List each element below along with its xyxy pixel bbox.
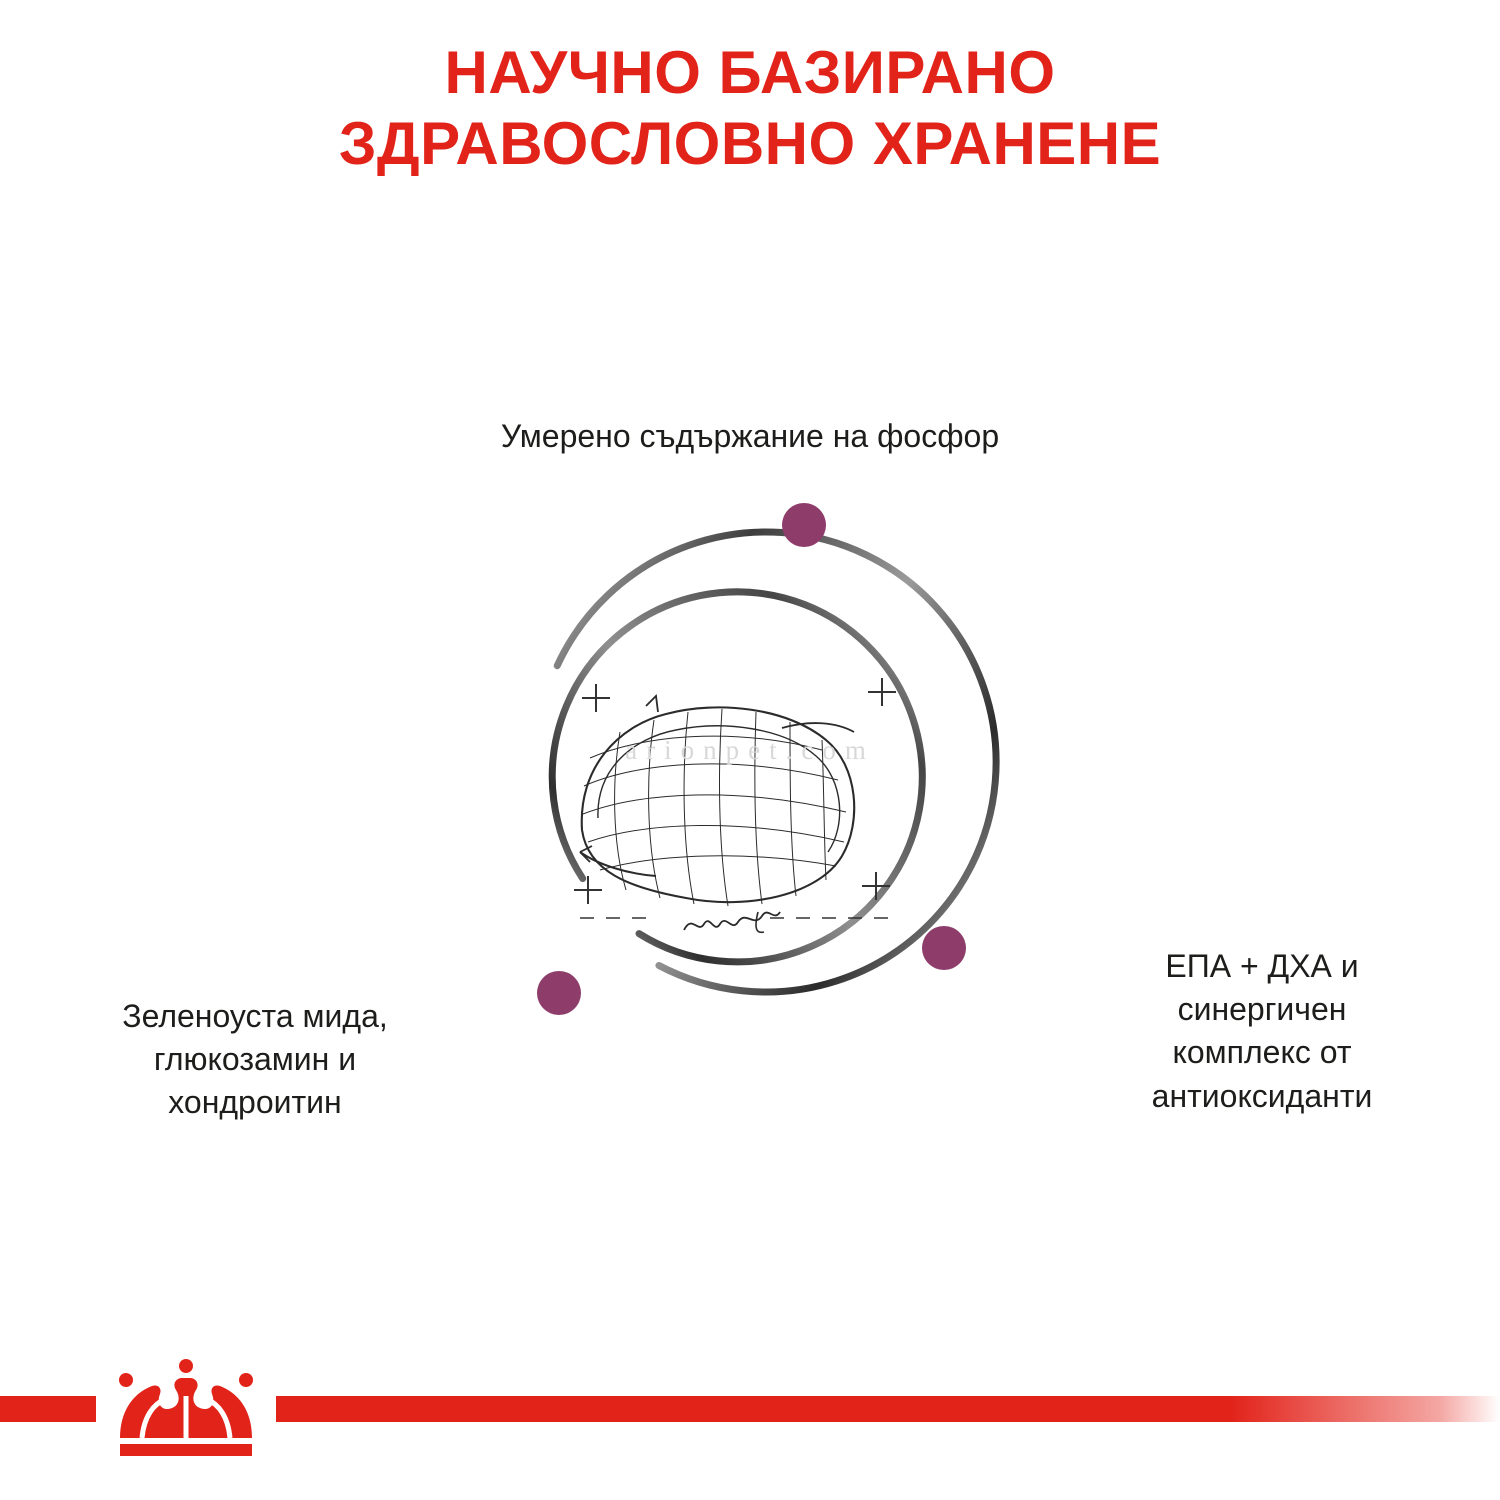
callout-label-right-line-3: комплекс от [1172,1034,1352,1071]
callout-label-left-line-3: хондроитин [168,1084,342,1121]
callout-dot-bottom-left [537,971,581,1015]
callout-dot-top [782,503,826,547]
callout-label-right-line-4: антиоксиданти [1151,1077,1373,1114]
callout-label-left-line-1: Зеленоуста мида, [122,998,388,1034]
page-title [0,38,1500,180]
circular-diagram-graphic [470,500,1030,1060]
inner-ring-arc [540,579,935,974]
benefits-diagram [0,380,1500,1240]
royal-canin-crown-icon [96,1352,276,1470]
callout-label-top: Умерено съдържание на фосфор [500,418,1000,454]
page-title-line-1: НАУЧНО БАЗИРАНО [444,39,1056,106]
page-title-line-2: ЗДРАВОСЛОВНО ХРАНЕНЕ [338,109,1162,177]
callout-label-right-line-1: ЕПА + ДХА и [1165,948,1359,984]
kibble-sketch-illustration [574,678,896,932]
callout-label-right [1082,945,1442,1118]
callout-label-left [60,995,450,1125]
watermark-text: arionpet.com [625,735,875,765]
callout-dot-bottom-right [922,926,966,970]
footer [0,1340,1500,1500]
footer-red-bar-left [0,1396,90,1422]
callout-label-right-line-2: синергичен [1177,991,1347,1028]
callout-label-left-line-2: глюкозамин и [153,1041,357,1078]
